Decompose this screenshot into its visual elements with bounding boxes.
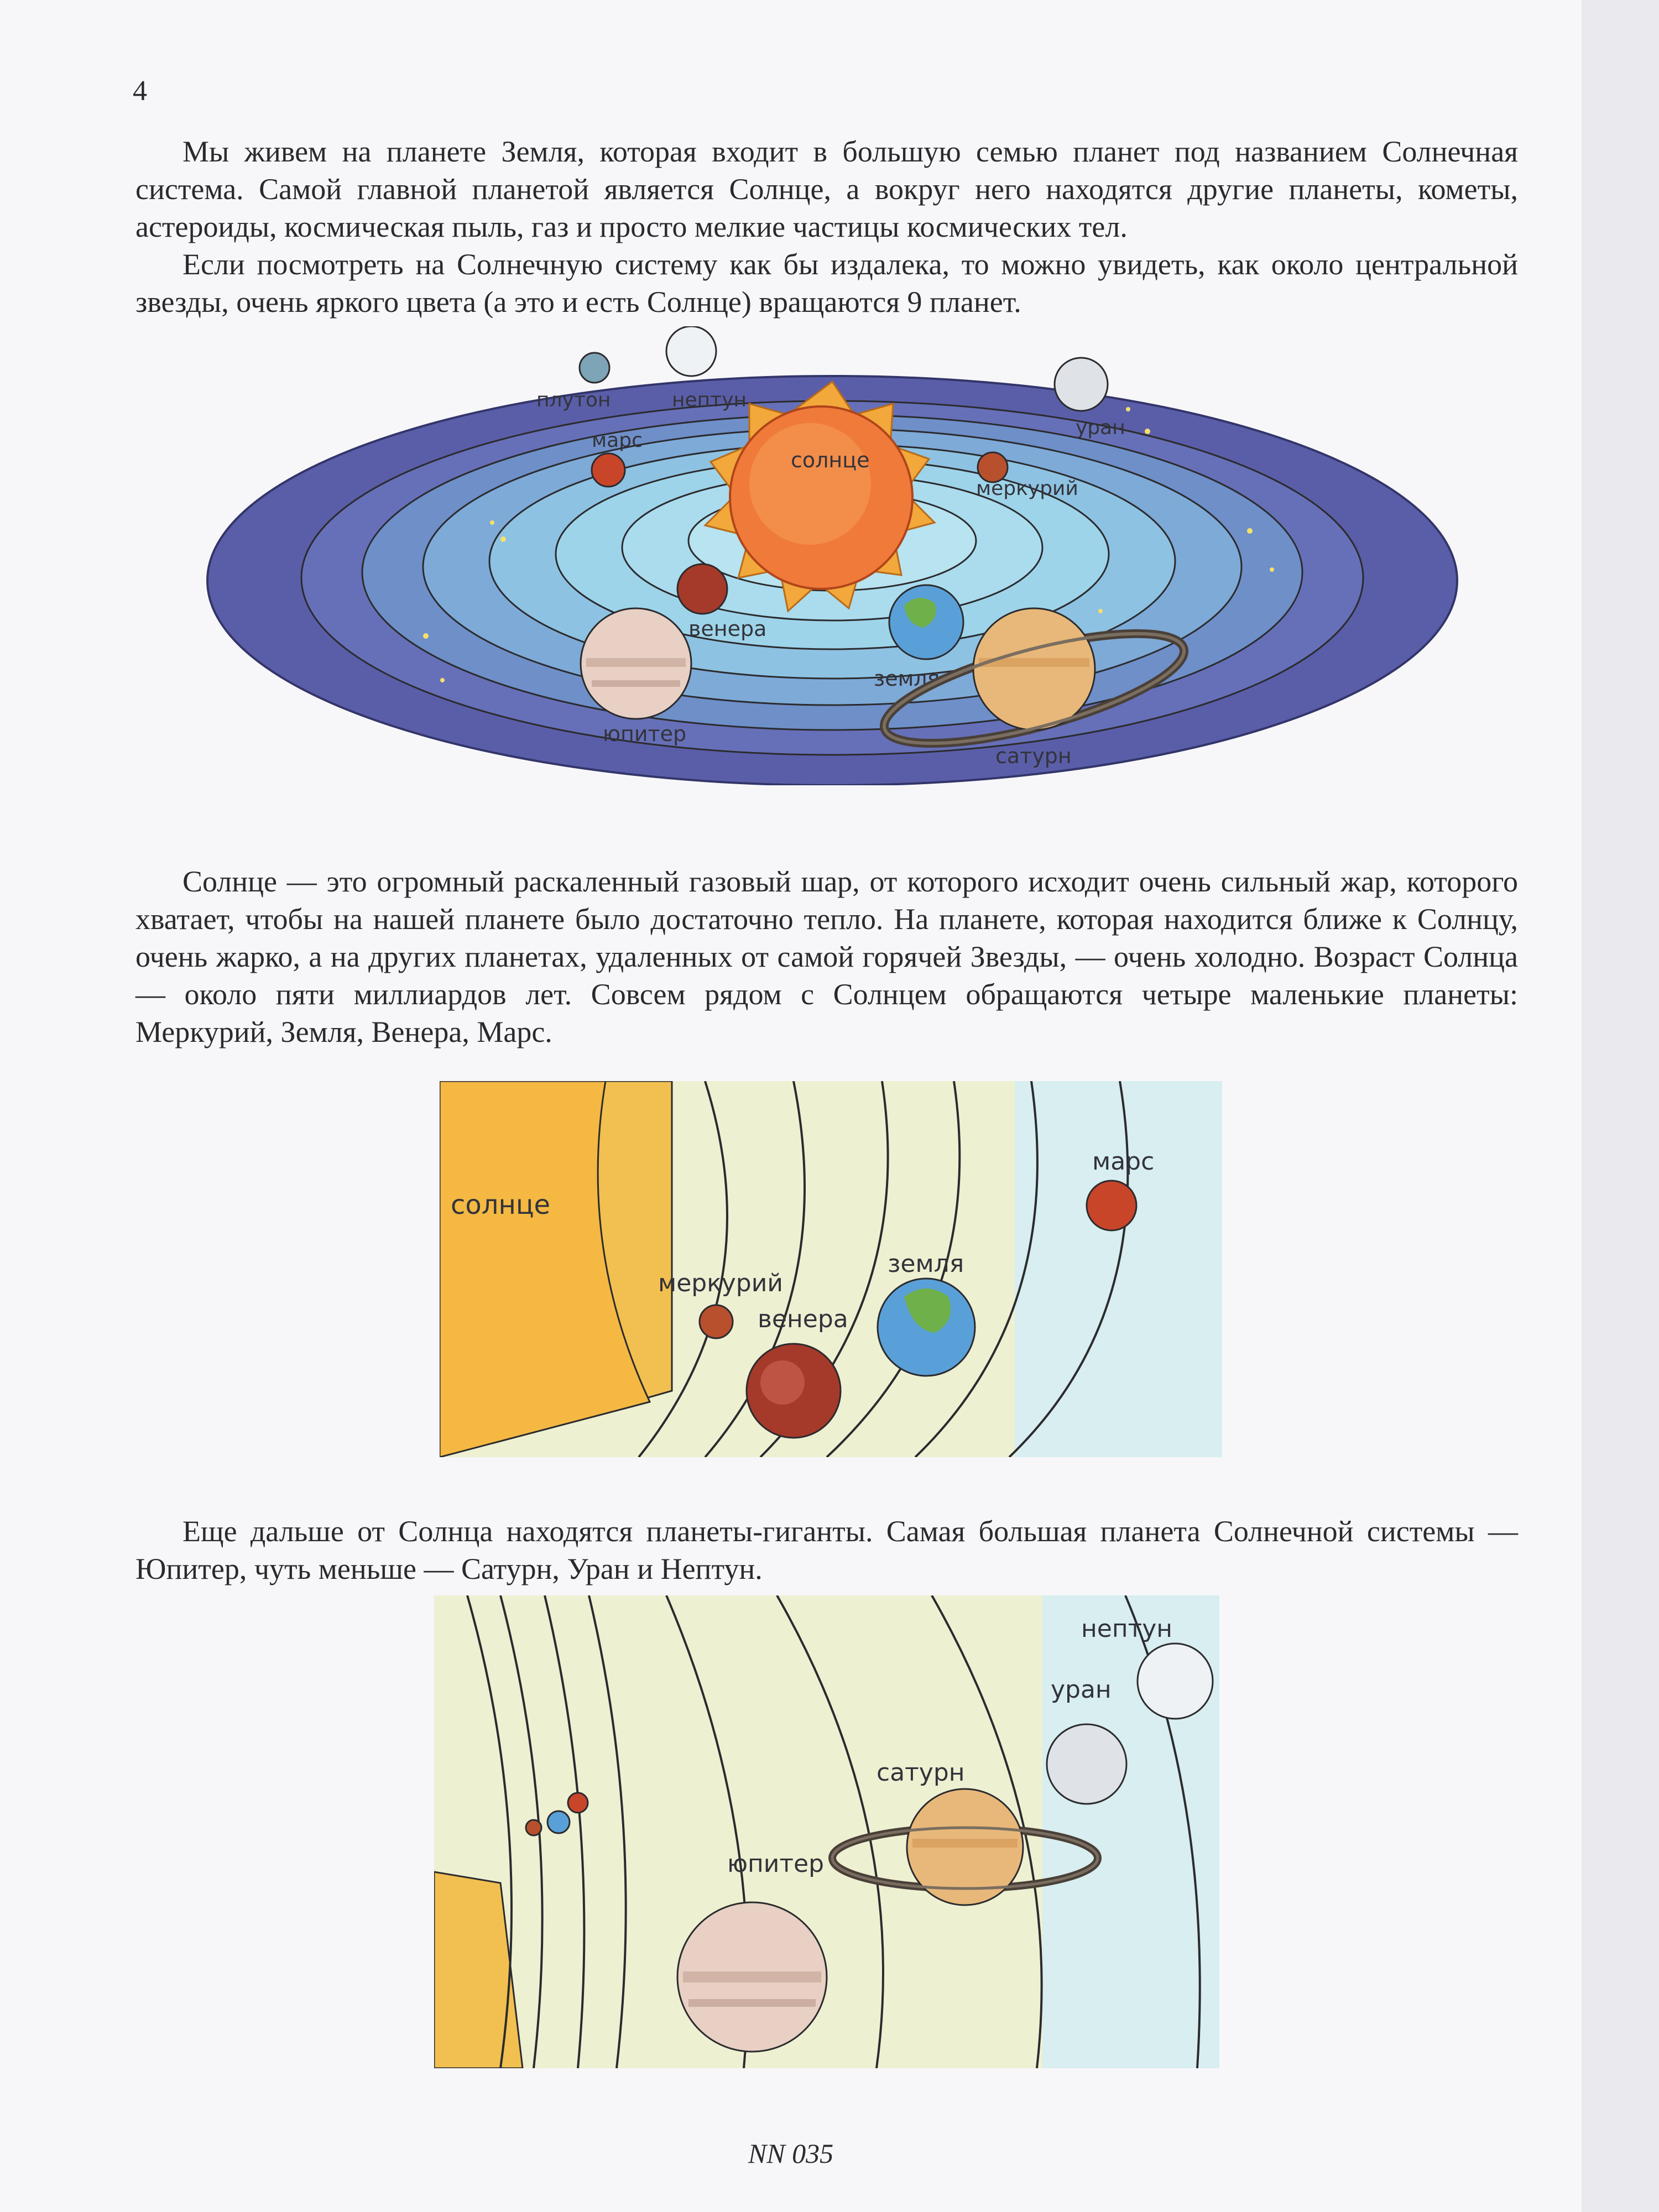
solar-system-illustration: [205, 326, 1460, 785]
uranus-label: уран: [1076, 416, 1125, 439]
venus: [677, 564, 727, 614]
sun-label: солнце: [791, 448, 870, 472]
jupiter-label: юпитер: [727, 1850, 825, 1878]
mercury-label: меркурий: [976, 477, 1078, 500]
neptune-label: нептун: [672, 389, 747, 411]
mercury: [700, 1305, 733, 1338]
uranus: [1055, 358, 1108, 411]
page-edge: [1582, 0, 1659, 2212]
jupiter: [581, 608, 691, 719]
sun-paragraph: Солнце — это огромный раскаленный газовый шар, от которого исходит очень сильный жар, которого хватает, чтобы на нашей планете было достаточно тепло. На планете, которая находится ближе к Солнцу, очень жарко, а на других планетах, удаленных от самой горячей Звезды, — очень холодно. Возраст Солнца — около пяти миллиардов лет. Совсем рядом с Солнцем обращаются четыре маленькие планеты: Меркурий, Земля, Венера, Марс.: [135, 865, 1518, 1048]
sun-edge: [440, 1081, 672, 1457]
venus-label: венера: [758, 1305, 848, 1333]
earth: [889, 585, 963, 659]
earth: [878, 1279, 975, 1376]
intro-paragraph-2: Если посмотреть на Солнечную систему как бы издалека, то можно увидеть, как около центральной звезды, очень яркого цвета (а это и есть Солнце) вращаются 9 планет.: [135, 248, 1518, 319]
mars: [592, 453, 625, 487]
earth-label: земля: [874, 666, 940, 691]
earth-label: земля: [888, 1250, 964, 1278]
uranus: [1047, 1724, 1126, 1804]
pluto: [580, 353, 609, 383]
mars: [1087, 1181, 1136, 1230]
giants-text: [135, 1512, 1518, 1588]
saturn-label: сатурн: [995, 744, 1072, 768]
saturn-label: сатурн: [877, 1759, 965, 1787]
neptune-label: нептун: [1081, 1615, 1173, 1643]
jupiter: [677, 1902, 827, 2052]
jupiter-label: юпитер: [603, 722, 687, 746]
sun-text: [135, 863, 1518, 1051]
pluto-label: плутон: [536, 389, 611, 411]
footer-code: NN 035: [748, 2138, 834, 2169]
sun-label: солнце: [451, 1190, 551, 1220]
giant-planets-illustration: [434, 1595, 1219, 2068]
venus-label: венера: [688, 617, 767, 641]
neptune: [1138, 1644, 1213, 1719]
mars-label: марс: [592, 429, 643, 452]
intro-paragraph-1: Мы живем на планете Земля, которая входит в большую семью планет под названием Солнечная система. Самой главной планетой является Солнце, а вокруг него находятся другие планеты, кометы, астероиды, космическая пыль, газ и просто мелкие частицы космических тел.: [135, 135, 1518, 243]
mars-label: марс: [1092, 1147, 1155, 1176]
mercury-label: меркурий: [658, 1269, 783, 1297]
giants-paragraph: Еще дальше от Солнца находятся планеты-гиганты. Самая большая планета Солнечной системы — Юпитер, чуть меньше — Сатурн, Уран и Нептун.: [135, 1515, 1518, 1585]
page-number: 4: [133, 75, 147, 107]
neptune: [666, 326, 716, 376]
uranus-label: уран: [1051, 1676, 1112, 1704]
venus: [747, 1344, 841, 1438]
intro-text: [135, 133, 1518, 321]
inner-planets-illustration: [440, 1081, 1222, 1457]
